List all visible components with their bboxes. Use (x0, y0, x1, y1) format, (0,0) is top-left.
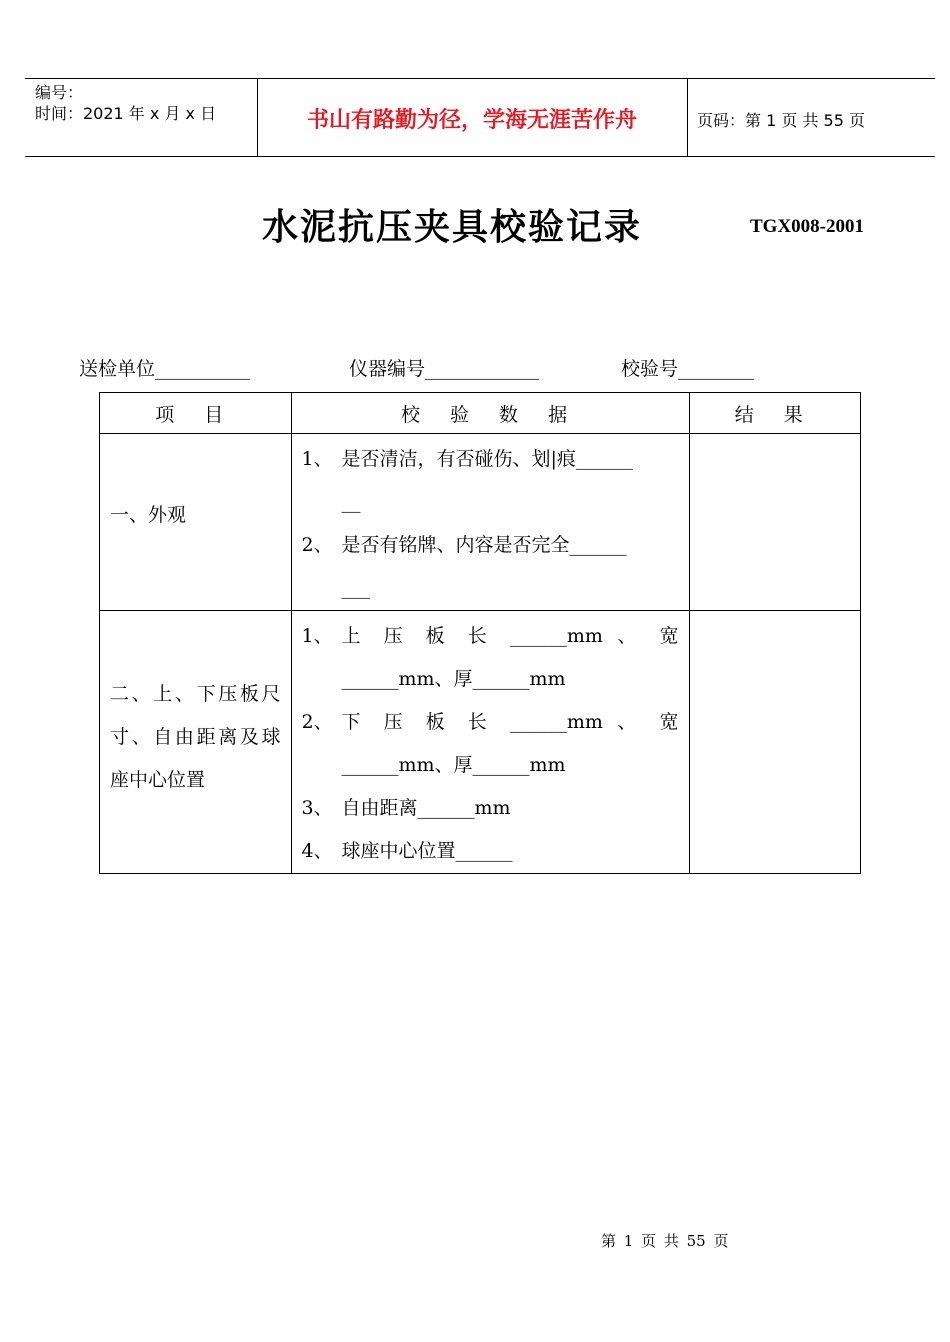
row-item-label: 一、外观 (110, 504, 187, 526)
row-data-lines (292, 611, 689, 873)
record-table (99, 392, 861, 874)
data-line (302, 701, 679, 744)
data-line-continuation: ______mm、厚______mm (341, 668, 566, 690)
header-left-block (35, 82, 216, 124)
line-number: 1、 (301, 625, 333, 647)
data-line (302, 524, 679, 567)
row-item-label: 二、上、下压板尺寸、自由距离及球座中心位置 (110, 683, 281, 791)
row-data-lines (292, 434, 689, 610)
header-divider-right (687, 78, 688, 156)
data-line (302, 787, 679, 830)
result-cell[interactable] (689, 611, 860, 874)
data-line-continuation: __ (341, 491, 361, 513)
line-number: 3、 (301, 797, 333, 819)
data-line-continuation: ______mm、厚______mm (341, 754, 566, 776)
line-text: 是否清洁，有否碰伤、划|痕______ (341, 448, 633, 470)
header-page-code: 页码：第 1 页 共 55 页 (697, 111, 865, 130)
data-line (302, 438, 679, 481)
header-item: 项 目 (100, 393, 292, 434)
data-line (302, 830, 679, 873)
page-footer: 第 1 页 共 55 页 (601, 1232, 729, 1250)
header-bottom-rule (25, 156, 935, 157)
result-cell[interactable] (689, 434, 860, 611)
line-text: 自由距离______mm (341, 797, 511, 819)
document-code: TGX008-2001 (750, 216, 864, 237)
header-result: 结 果 (689, 393, 860, 434)
line-number: 4、 (301, 840, 333, 862)
line-text: 球座中心位置______ (341, 840, 513, 862)
field-instrument-number: 仪器编号____________ (349, 358, 540, 380)
line-number: 2、 (301, 711, 333, 733)
time-label: 时间：2021 年 x 月 x 日 (35, 104, 217, 123)
header-top-rule (25, 78, 935, 79)
data-line-continuation: ___ (341, 577, 370, 599)
line-text: 是否有铭牌、内容是否完全______ (341, 534, 627, 556)
line-text: 下 压 板 长 ______mm 、 宽 (341, 711, 679, 733)
header-data: 校 验 数 据 (291, 393, 689, 434)
field-verify-number: 校验号________ (621, 358, 755, 380)
header-motto: 书山有路勤为径，学海无涯苦作舟 (306, 108, 637, 133)
table-row (100, 434, 861, 611)
field-unit: 送检单位__________ (79, 358, 251, 380)
table-header-row (100, 393, 861, 434)
document-title: 水泥抗压夹具校验记录 (262, 207, 643, 248)
table-row (100, 611, 861, 874)
line-text: 上 压 板 长 ______mm 、 宽 (341, 625, 679, 647)
line-number: 2、 (301, 534, 333, 556)
line-number: 1、 (301, 448, 333, 470)
doc-number-label: 编号： (35, 83, 84, 102)
data-line (302, 615, 679, 658)
